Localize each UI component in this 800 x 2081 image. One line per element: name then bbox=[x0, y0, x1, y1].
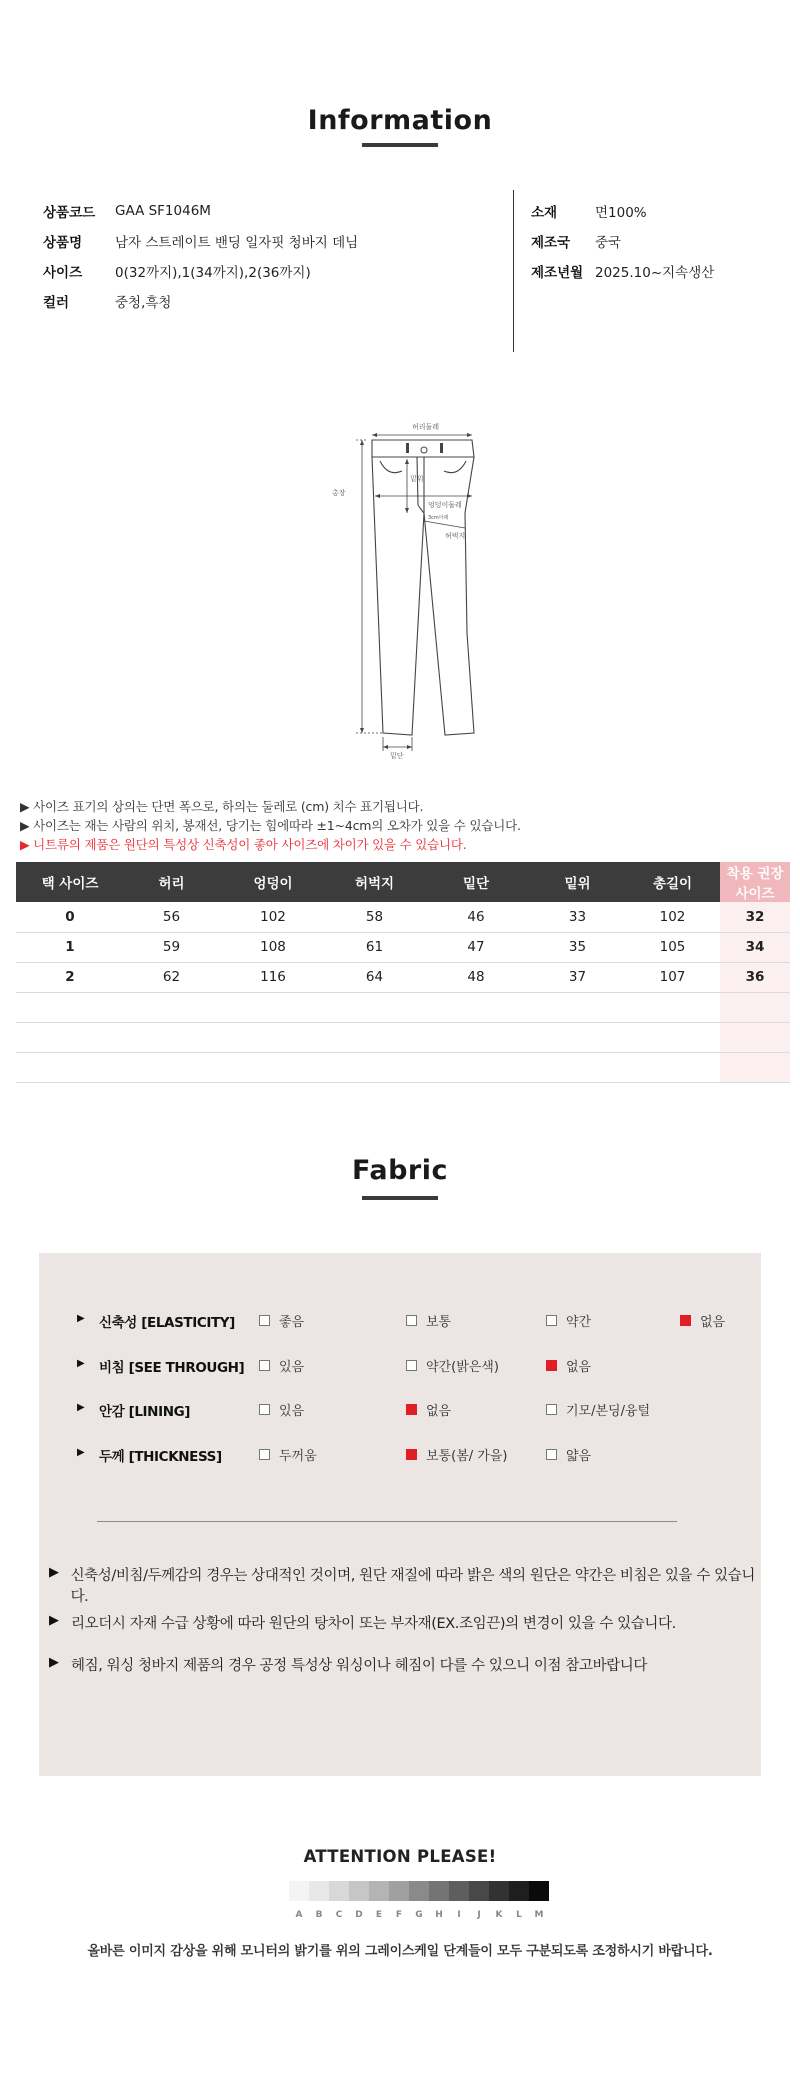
grayscale-swatch bbox=[469, 1881, 489, 1901]
table-cell-recommended: 36 bbox=[720, 962, 790, 992]
diagram-label-rise: 밑위 bbox=[410, 475, 424, 483]
size-table-header bbox=[16, 862, 790, 902]
checkbox-icon bbox=[406, 1315, 417, 1326]
table-cell: 105 bbox=[625, 932, 720, 962]
fabric-row-name: 안감 [LINING] bbox=[99, 1404, 191, 1420]
grayscale-swatch bbox=[529, 1881, 549, 1901]
triangle-bullet-icon: ▶ bbox=[77, 1447, 85, 1458]
grayscale-swatch bbox=[289, 1881, 309, 1901]
fabric-divider bbox=[97, 1521, 677, 1522]
table-row bbox=[16, 962, 790, 992]
fabric-option bbox=[259, 1311, 304, 1330]
checkbox-icon bbox=[259, 1360, 270, 1371]
grayscale-swatch bbox=[389, 1881, 409, 1901]
table-row bbox=[16, 932, 790, 962]
grayscale-letter: K bbox=[495, 1910, 503, 1920]
header-hem: 밑단 bbox=[422, 862, 530, 902]
table-cell bbox=[124, 992, 219, 1022]
fabric-option-selected bbox=[680, 1311, 725, 1330]
info-value: 면100% bbox=[595, 205, 647, 221]
info-row-material bbox=[531, 196, 781, 226]
table-cell-recommended bbox=[720, 992, 790, 1022]
info-key: 제조년월 bbox=[531, 265, 584, 281]
checkbox-checked-icon bbox=[680, 1315, 691, 1326]
diagram-label-thigh: 허벅지 bbox=[445, 532, 466, 540]
fabric-option-selected bbox=[406, 1400, 451, 1419]
size-note: ▶ 사이즈 표기의 상의는 단면 폭으로, 하의는 둘레로 (cm) 치수 표기됩니다. bbox=[20, 799, 424, 814]
table-cell bbox=[219, 992, 327, 1022]
fabric-option bbox=[259, 1400, 304, 1419]
size-note-warning: ▶ 니트류의 제품은 원단의 특성상 신축성이 좋아 사이즈에 차이가 있을 수 있습니다. bbox=[20, 837, 467, 852]
diagram-label-hem: 밑단 bbox=[390, 752, 404, 760]
table-cell: 47 bbox=[422, 932, 530, 962]
information-title-underline bbox=[362, 143, 438, 147]
info-value: 중청,흑청 bbox=[115, 295, 172, 311]
fabric-title: Fabric bbox=[352, 1155, 448, 1186]
size-note: ▶ 사이즈는 재는 사람의 위치, 봉재선, 당기는 힘에따라 ±1~4cm의 오차가 있을 수 있습니다. bbox=[20, 818, 521, 833]
pants-diagram-svg bbox=[320, 413, 490, 763]
checkbox-icon bbox=[546, 1404, 557, 1415]
table-row bbox=[16, 902, 790, 932]
fabric-note bbox=[49, 1564, 759, 1606]
fabric-row-name: 신축성 [ELASTICITY] bbox=[99, 1315, 235, 1331]
grayscale-letter: D bbox=[355, 1910, 363, 1920]
table-cell bbox=[530, 992, 625, 1022]
info-row-product-name bbox=[43, 226, 493, 256]
grayscale-letter: J bbox=[477, 1910, 481, 1920]
fabric-option bbox=[546, 1445, 591, 1464]
fabric-option-label: 약간(밝은색) bbox=[426, 1360, 499, 1375]
fabric-option bbox=[546, 1311, 591, 1330]
grayscale-bar bbox=[289, 1881, 549, 1901]
table-cell bbox=[625, 1052, 720, 1082]
info-row-size bbox=[43, 256, 493, 286]
fabric-panel bbox=[39, 1253, 761, 1776]
table-cell bbox=[422, 1022, 530, 1052]
table-cell: 62 bbox=[124, 962, 219, 992]
table-cell: 58 bbox=[327, 902, 422, 932]
grayscale-swatch bbox=[429, 1881, 449, 1901]
grayscale-letter: B bbox=[315, 1910, 323, 1920]
fabric-option-label: 보통 bbox=[426, 1315, 452, 1330]
size-notes bbox=[20, 797, 780, 854]
fabric-row-lining bbox=[39, 1399, 761, 1419]
table-cell: 33 bbox=[530, 902, 625, 932]
table-cell-recommended: 34 bbox=[720, 932, 790, 962]
grayscale-letter: A bbox=[295, 1910, 303, 1920]
triangle-bullet-icon: ▶ bbox=[77, 1402, 85, 1413]
size-table bbox=[16, 862, 790, 1083]
header-hip: 엉덩이 bbox=[219, 862, 327, 902]
fabric-option bbox=[406, 1356, 499, 1375]
table-cell bbox=[625, 1022, 720, 1052]
table-cell: 107 bbox=[625, 962, 720, 992]
fabric-row-see-through bbox=[39, 1355, 761, 1375]
table-cell: 48 bbox=[422, 962, 530, 992]
fabric-option-label: 기모/본딩/융털 bbox=[566, 1404, 651, 1419]
grayscale-swatch bbox=[349, 1881, 369, 1901]
triangle-bullet-icon: ▶ bbox=[77, 1313, 85, 1324]
table-cell: 0 bbox=[16, 902, 124, 932]
fabric-option-label: 좋음 bbox=[279, 1315, 305, 1330]
grayscale-letter: L bbox=[516, 1910, 522, 1920]
attention-title: ATTENTION PLEASE! bbox=[303, 1847, 497, 1866]
info-value: 0(32까지),1(34까지),2(36까지) bbox=[115, 265, 311, 281]
attention-message: 올바른 이미지 감상을 위해 모니터의 밝기를 위의 그레이스케일 단계들이 모두 구분되도록 조정하시기 바랍니다. bbox=[87, 1944, 713, 1959]
grayscale-swatch bbox=[449, 1881, 469, 1901]
grayscale-letter: G bbox=[415, 1910, 423, 1920]
fabric-note bbox=[49, 1612, 759, 1633]
fabric-title-underline bbox=[362, 1196, 438, 1200]
table-cell bbox=[327, 992, 422, 1022]
table-cell bbox=[625, 992, 720, 1022]
info-key: 소재 bbox=[531, 205, 558, 221]
table-cell: 46 bbox=[422, 902, 530, 932]
fabric-option-label: 두꺼움 bbox=[279, 1449, 317, 1464]
fabric-option bbox=[546, 1400, 650, 1419]
header-total-length: 총길이 bbox=[625, 862, 720, 902]
grayscale-swatch bbox=[509, 1881, 529, 1901]
info-divider bbox=[513, 190, 514, 352]
table-cell bbox=[422, 992, 530, 1022]
table-cell: 35 bbox=[530, 932, 625, 962]
grayscale-swatch bbox=[329, 1881, 349, 1901]
info-value: 중국 bbox=[595, 235, 622, 251]
info-row-origin bbox=[531, 226, 781, 256]
grayscale-letter: I bbox=[457, 1910, 461, 1920]
table-cell bbox=[16, 992, 124, 1022]
checkbox-checked-icon bbox=[406, 1449, 417, 1460]
info-key: 사이즈 bbox=[43, 265, 83, 281]
checkbox-icon bbox=[406, 1360, 417, 1371]
pants-measurement-diagram bbox=[320, 413, 490, 763]
button-icon bbox=[421, 447, 427, 453]
fabric-row-thickness bbox=[39, 1444, 761, 1464]
table-row-empty bbox=[16, 1022, 790, 1052]
table-cell: 59 bbox=[124, 932, 219, 962]
table-cell bbox=[219, 1022, 327, 1052]
checkbox-icon bbox=[546, 1315, 557, 1326]
table-cell bbox=[327, 1022, 422, 1052]
grayscale-swatch bbox=[309, 1881, 329, 1901]
checkbox-icon bbox=[546, 1449, 557, 1460]
checkbox-icon bbox=[259, 1404, 270, 1415]
fabric-note-text: 신축성/비침/두께감의 경우는 상대적인 것이며, 원단 재질에 따라 밝은 색의 원단은 약간은 비침은 있을 수 있습니다. bbox=[70, 1568, 755, 1605]
table-cell bbox=[124, 1022, 219, 1052]
fabric-option-label: 없음 bbox=[700, 1315, 726, 1330]
fabric-option bbox=[259, 1445, 317, 1464]
table-cell: 1 bbox=[16, 932, 124, 962]
info-value: 2025.10~지속생산 bbox=[595, 265, 715, 281]
fabric-note-text: 리오더시 자재 수급 상황에 따라 원단의 탕차이 또는 부자재(EX.조임끈)의 변경이 있을 수 있습니다. bbox=[71, 1616, 676, 1632]
header-rise: 밑위 bbox=[530, 862, 625, 902]
header-recommended-size: 착용 권장 사이즈 bbox=[720, 862, 790, 902]
info-key: 제조국 bbox=[531, 235, 571, 251]
info-row-color bbox=[43, 286, 493, 316]
triangle-bullet-icon: ▶ bbox=[49, 1613, 59, 1628]
grayscale-swatch bbox=[409, 1881, 429, 1901]
information-title: Information bbox=[307, 105, 493, 136]
table-cell: 64 bbox=[327, 962, 422, 992]
table-cell bbox=[422, 1052, 530, 1082]
header-thigh: 허벅지 bbox=[327, 862, 422, 902]
table-cell-recommended bbox=[720, 1052, 790, 1082]
fabric-option-label: 있음 bbox=[279, 1404, 305, 1419]
table-cell bbox=[124, 1052, 219, 1082]
info-key: 상품코드 bbox=[43, 205, 96, 221]
header-waist: 허리 bbox=[124, 862, 219, 902]
fabric-row-name: 두께 [THICKNESS] bbox=[99, 1449, 222, 1465]
checkbox-icon bbox=[259, 1449, 270, 1460]
info-row-manufacture-date bbox=[531, 256, 781, 286]
pants-outline bbox=[372, 440, 474, 735]
info-key: 컬러 bbox=[43, 295, 70, 311]
fabric-option-label: 약간 bbox=[566, 1315, 592, 1330]
table-cell: 116 bbox=[219, 962, 327, 992]
table-cell: 56 bbox=[124, 902, 219, 932]
fabric-option bbox=[406, 1311, 451, 1330]
header-tag-size: 택 사이즈 bbox=[16, 862, 124, 902]
triangle-bullet-icon: ▶ bbox=[49, 1565, 59, 1580]
fabric-note-text: 헤짐, 워싱 청바지 제품의 경우 공정 특성상 워싱이나 헤짐이 다를 수 있으니 이점 참고바랍니다 bbox=[71, 1658, 647, 1674]
table-cell: 108 bbox=[219, 932, 327, 962]
grayscale-swatch bbox=[489, 1881, 509, 1901]
info-row-product-code bbox=[43, 196, 493, 226]
table-cell-recommended: 32 bbox=[720, 902, 790, 932]
table-cell bbox=[327, 1052, 422, 1082]
info-value: 남자 스트레이트 밴딩 일자핏 청바지 데님 bbox=[115, 235, 359, 251]
fabric-option-label: 있음 bbox=[279, 1360, 305, 1375]
table-cell: 102 bbox=[625, 902, 720, 932]
checkbox-icon bbox=[259, 1315, 270, 1326]
triangle-bullet-icon: ▶ bbox=[49, 1655, 59, 1670]
table-cell bbox=[219, 1052, 327, 1082]
fabric-option-selected bbox=[546, 1356, 591, 1375]
checkbox-checked-icon bbox=[406, 1404, 417, 1415]
table-cell bbox=[530, 1022, 625, 1052]
grayscale-letter: M bbox=[534, 1910, 544, 1920]
diagram-label-length: 총장 bbox=[332, 489, 346, 497]
table-row-empty bbox=[16, 1052, 790, 1082]
diagram-label-small: 3cm아래 bbox=[428, 515, 449, 521]
fabric-option-label: 보통(봄/ 가을) bbox=[426, 1449, 508, 1464]
table-cell: 37 bbox=[530, 962, 625, 992]
table-cell: 102 bbox=[219, 902, 327, 932]
fabric-note bbox=[49, 1654, 759, 1675]
belt-loop-icon bbox=[406, 443, 409, 453]
grayscale-letter: C bbox=[335, 1910, 343, 1920]
info-left-column bbox=[43, 196, 493, 316]
fabric-option-selected bbox=[406, 1445, 507, 1464]
fabric-option-label: 얇음 bbox=[566, 1449, 592, 1464]
grayscale-letter: E bbox=[375, 1910, 383, 1920]
fabric-option bbox=[259, 1356, 304, 1375]
fabric-row-elasticity bbox=[39, 1310, 761, 1330]
table-cell: 2 bbox=[16, 962, 124, 992]
belt-loop-icon bbox=[440, 443, 443, 453]
grayscale-letter: F bbox=[395, 1910, 403, 1920]
table-cell: 61 bbox=[327, 932, 422, 962]
diagram-label-hip: 엉덩이둘레 bbox=[428, 501, 462, 509]
grayscale-swatch bbox=[369, 1881, 389, 1901]
grayscale-letter: H bbox=[435, 1910, 443, 1920]
fabric-option-label: 없음 bbox=[566, 1360, 592, 1375]
fabric-option-label: 없음 bbox=[426, 1404, 452, 1419]
triangle-bullet-icon: ▶ bbox=[77, 1358, 85, 1369]
table-cell-recommended bbox=[720, 1022, 790, 1052]
table-cell bbox=[530, 1052, 625, 1082]
table-row-empty bbox=[16, 992, 790, 1022]
info-value: GAA SF1046M bbox=[115, 203, 211, 219]
diagram-label-waist: 허리둘레 bbox=[412, 423, 440, 431]
checkbox-checked-icon bbox=[546, 1360, 557, 1371]
info-key: 상품명 bbox=[43, 235, 83, 251]
table-cell bbox=[16, 1052, 124, 1082]
info-right-column bbox=[531, 196, 781, 286]
fabric-row-name: 비침 [SEE THROUGH] bbox=[99, 1360, 245, 1376]
grayscale-labels bbox=[289, 1910, 549, 1920]
table-cell bbox=[16, 1022, 124, 1052]
